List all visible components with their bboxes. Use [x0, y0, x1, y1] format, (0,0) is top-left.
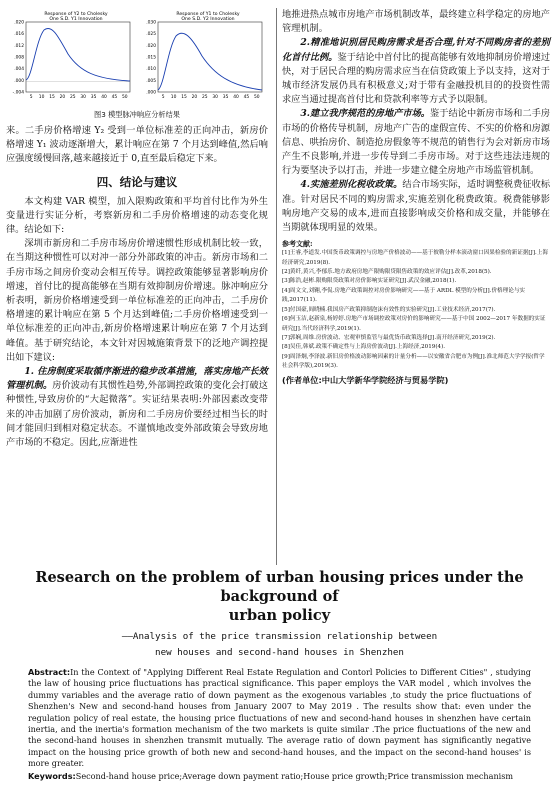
chart2-y-tick-label: .025 — [146, 32, 156, 38]
recommendation-2-heading: 2.精准地识别居民购房需求是否合理,针对不同购房者的差别化首付比例。 — [282, 37, 550, 63]
recommendation-1-heading: 1. 住房制度采取循序渐进的稳步改革措施，落实房地产长效管理机制。 — [6, 366, 268, 392]
chart2-x-tick-label: 45 — [243, 95, 250, 100]
reference-item: [5]付国豪,阎晓楠.我国房产政策抑制泡沫有效性的实验研究[J].工业技术经济,2017(7). — [282, 306, 496, 313]
chart1-plot-frame — [26, 22, 130, 92]
recommendation-4-heading: 4.实施差别化税收政策。 — [300, 179, 403, 191]
reference-item: [1]王睿,李道发.中国货币政策调控与房地产价格波动——基于彼勒分样本滚动窗口因果检验的新证据[J].上海经济研究,2019(8). — [282, 250, 548, 266]
chart2-x-tick-label: 35 — [222, 95, 229, 100]
chart2-y-tick-label: .010 — [146, 67, 156, 73]
left-column — [6, 8, 268, 450]
recommendation-4 — [282, 178, 550, 235]
recommendation-1-body: 房价波动有其惯性趋势,外部调控政策的变化会打破这种惯性,导致房价的“大起微落”。实证结果表明:外部因素改变带来的冲击加剧了房价波动，新房和二手房房价要经过相当长的时间才能回归到相对稳定状态。不谨慎地改变外部政策会导致房地产市场的不稳定。因此,应渐进性 — [6, 380, 268, 449]
chart2-title-line1: Response of Y1 to Cholesky — [176, 12, 240, 17]
reference-item: [4]周文文,刘翱,李侃.房地产政策调控对房价影响研究——基于 ARDL 模型的分析[J].价格理论与实践,2017(11). — [282, 287, 526, 304]
reference-item: [6]何玉洁,赵新泉,杨婷婷.房地产市场调控政策对房价的影响研究——基于中国 2002—2017 年数据的实证研究[J].当代经济科学,2019(1). — [282, 316, 546, 332]
english-keywords — [28, 771, 531, 782]
chart2-y-tick-label: .020 — [146, 43, 156, 49]
reference-item: [7]郭娴,周维.房价波动、宏观审慎监管与最优货币政策选择[J].南开经济研究,2019(2). — [282, 334, 496, 341]
chart2-title-line2: One S.D. Y2 Innovation — [181, 17, 235, 22]
chart1-y-tick-label: -.004 — [12, 90, 24, 96]
chart2-x-tick-label: 10 — [170, 95, 177, 100]
chart1-x-tick-label: 5 — [29, 95, 33, 100]
chart1-x-tick-label: 40 — [101, 95, 107, 100]
recommendation-2 — [282, 36, 550, 107]
impulse-chart-y2-svg — [6, 8, 134, 104]
chart1-x-tick-label: 10 — [38, 95, 45, 100]
abstract-label: Abstract: — [28, 667, 71, 677]
chart1-y-tick-label: .020 — [14, 20, 24, 26]
recommendation-3 — [282, 107, 550, 178]
references-title: 参考文献: — [282, 239, 313, 249]
chart1-y-tick-label: .000 — [14, 78, 24, 84]
english-subtitle-line1: ——Analysis of the price transmission relationship between — [121, 631, 438, 642]
chart1-title-line2: One S.D. Y1 Innovation — [49, 17, 103, 22]
chart2-x-tick-label: 5 — [161, 95, 165, 100]
paragraph-continued: 地推进热点城市房地产市场机制改革，最终建立科学稳定的房地产管理机制。 — [282, 9, 550, 35]
chart1-x-tick-label: 30 — [80, 95, 86, 100]
chart1-y-tick-label: .008 — [14, 55, 24, 61]
impulse-chart-y1-svg — [138, 8, 266, 104]
figure-caption: 图3 模型脉冲响应分析结果 — [94, 110, 180, 119]
recommendation-2-body: 鉴于结论中首付比的提高能够有效地抑制房价增速过快，对于居民合理的购房需求应当在信贷政策上予以支持，这对于城市经济发展仍具有积极意义;对于带有金融投机目的的投资性需求应当通过提高首付比和贷款利率等方式予以限制。 — [282, 51, 551, 106]
chart1-x-tick-label: 45 — [111, 95, 118, 100]
keywords-label: Keywords: — [28, 770, 76, 781]
abstract-text: In the Context of "Applying Different Real Estate Regulation and Contorl Policies to Different Cities" , studying the law of housing price fluctuations has practical significance. This paper employs the VAR model , which involves the dummy variables and the average ratio of down payment as the exogenous variables ,to study the price fluctuations of Shenzhen's New and second-hand houses from January 2007 to May 2019 . The results show that: even under the regulation policy of real estate, the housing price fluctuations of new and second-hand houses in shenzhen have certain inertia, and the inertia's formation mechanism of the two markets is quite similar .The price fluctuations of the new and the second-hand houses in shenzhen transmit mutually. The average ratio of down payment has significantly negative impact on the housing price growth of both new and second-hand houses, and the impact on the second-hand houses' is more greater. — [28, 667, 531, 769]
english-abstract-section — [0, 568, 559, 782]
references-list — [282, 249, 550, 371]
chart2-y-tick-label: .005 — [146, 78, 156, 84]
paragraph-findings: 深圳市新房和二手房市场房价增速惯性形成机制比较一致，在当期这种惯性可以对冲一部分外部政策的冲击。新房市场和二手房市场之间房价变动会相互传导。调控政策能够显著影响房价增速，首付比的提高能够在当期有效抑制房价增速。脉冲响应分析表明，新房价格增速受到一单位标准差的正向冲击，二手房价格增速的累计响应在第 5 个月达到峰值;二手房价格增速受到一单位标准差的正向冲击,新房价格增速累计响应在第 7 个月达到峰值。基于研究结论，本文针对因城施策背景下的泛地产调控提出如下建议: — [6, 238, 268, 363]
reference-item: [9]周泽炯,李泽波.新旧房价格波动影响因素的计量分析——以安徽省合肥市为例[J].淮北师范大学学报(哲学社会科学版),2019(3). — [282, 353, 545, 370]
keywords-text: Second-hand house price;Average down payment ratio;House price growth;Price transmission mechanism — [75, 770, 514, 781]
chart1-y-tick-label: .004 — [14, 67, 24, 73]
reference-item: [3]陈浩,赵彬.限购限贷政策对房价影响实证研究[J].武汉金融,2018(1). — [282, 278, 457, 285]
paragraph-intro: 本文构建 VAR 模型，加入限购政策和平均首付比作为外生变量进行实证分析，考察新房和二手房价格增速的动态变化规律。结论如下: — [6, 195, 268, 236]
chart1-y-tick-label: .012 — [14, 43, 24, 49]
author-affiliation: (作者单位:中山大学新华学院经济与贸易学院) — [282, 374, 449, 385]
english-title-line1: Research on the problem of urban housing prices under the background of — [35, 569, 524, 605]
chart1-x-tick-label: 35 — [90, 95, 97, 100]
chart1-x-tick-label: 15 — [49, 95, 55, 100]
recommendation-1 — [6, 365, 268, 450]
reference-item: [2]黄纤,黄兴,李郁乐.地方政府房地产限购限贷限售政策的效应评估[J].改革,2018(5). — [282, 269, 492, 276]
chart1-x-tick-label: 25 — [70, 95, 76, 100]
english-title-line2: urban policy — [228, 607, 331, 624]
chart2-x-tick-label: 15 — [181, 95, 187, 100]
chart1-y-tick-label: .016 — [14, 32, 24, 38]
chart2-x-tick-label: 30 — [212, 95, 218, 100]
chart1-response-line — [26, 28, 130, 81]
chart1-title-line1: Response of Y2 to Cholesky — [44, 12, 108, 17]
chart2-y-tick-label: .000 — [146, 90, 156, 96]
recommendation-3-heading: 3.建立我序规范的房地产市场。 — [300, 108, 431, 120]
chart2-y-tick-label: .015 — [146, 55, 156, 61]
impulse-chart-y1 — [138, 8, 266, 104]
figure-3 — [6, 8, 268, 108]
chart1-x-tick-label: 50 — [122, 95, 128, 100]
paragraph-after-figure: 来。二手房价格增速 Y₂ 受到一单位标准差的正向冲击，新房价格增速 Y₁ 波动逐渐增大，累计响应在第 7 个月达到峰值,然后响应强度缓慢回落,越来越接近于 0,直至最后稳定下来。 — [6, 125, 268, 165]
reference-item: [8]吴佳,韩斌.政策不确定性与上海房价波动[J].上海经济,2019(4). — [282, 344, 446, 351]
english-subtitle-line2: new houses and second-hand houses in Shenzhen — [155, 647, 404, 658]
recommendation-3-body: 鉴于结论中新房市场和二手房市场的价格传导机制，房地产广告的虚假宣传、不实的价格和房源信息、哄抬房价、制造抢房假象等不规范的销售行为会对新房市场产生不良影响,并进一步传导到二手房市场。对于这些违法违规的行为要坚决予以打击，并进一步建立健全房地产市场监管机制。 — [282, 108, 551, 177]
section-title-conclusions: 四、结论与建议 — [96, 174, 178, 189]
chart2-x-tick-label: 25 — [202, 95, 208, 100]
recommendation-4-body: 结合市场实际，适时调整税费征收标准。针对居民不同的购房需求,实施差别化税费政策。税费能够影响房地产交易的成本,进而直接影响成交价格和成交量，并能够在当期就体现明显的效果。 — [282, 179, 551, 234]
chart2-x-tick-label: 50 — [254, 95, 260, 100]
chart2-y-tick-label: .030 — [146, 20, 156, 26]
english-abstract — [28, 667, 531, 770]
impulse-chart-y2 — [6, 8, 134, 104]
chart2-x-tick-label: 20 — [191, 95, 198, 100]
right-column — [282, 8, 550, 386]
chart2-x-tick-label: 40 — [233, 95, 239, 100]
chart2-response-line — [158, 33, 262, 90]
chart2-plot-frame — [158, 22, 262, 92]
column-divider — [276, 8, 277, 565]
chart1-x-tick-label: 20 — [59, 95, 66, 100]
